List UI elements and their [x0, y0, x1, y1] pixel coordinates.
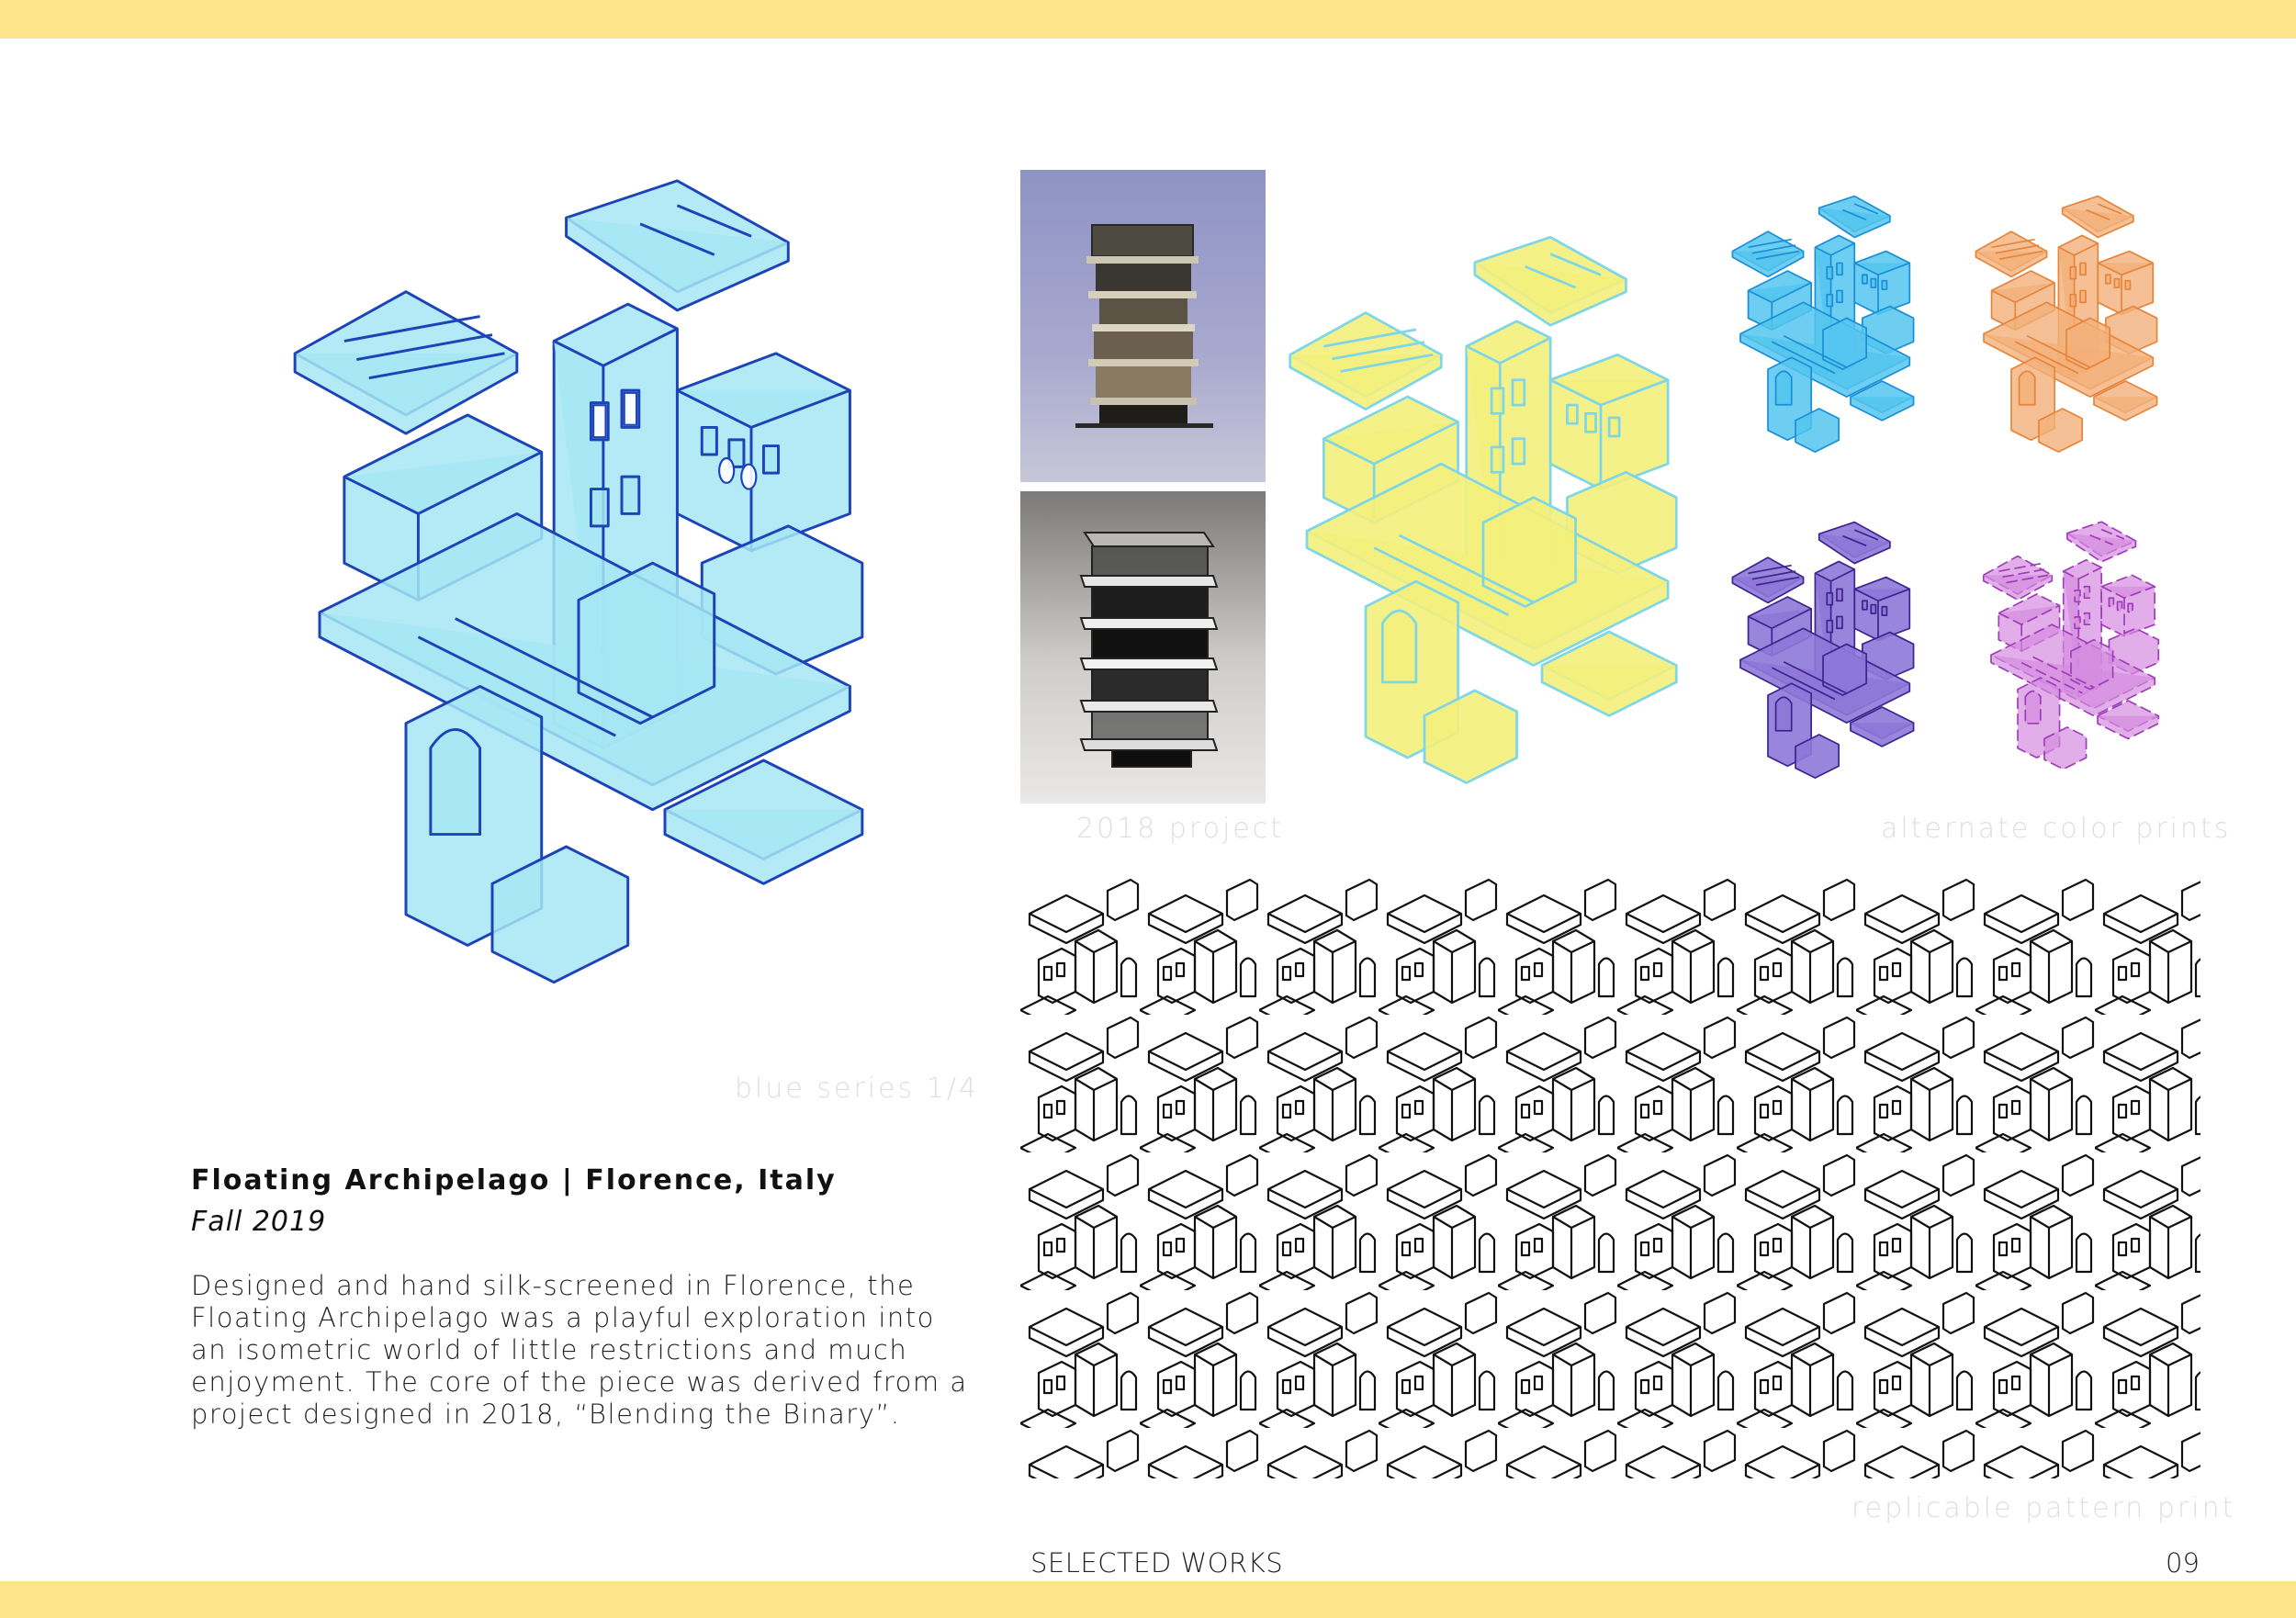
photo-2018-model-render: [1020, 170, 1266, 482]
project-date: Fall 2019: [191, 1206, 327, 1238]
yellow-cyan-print: [1267, 220, 1699, 808]
caption-blue-series: blue series 1/4: [735, 1073, 980, 1105]
photo-2018-model-physical: [1020, 491, 1266, 803]
footer-section-label: SELECTED WORKS: [1030, 1547, 1284, 1579]
caption-alternate-prints: alternate color prints: [1881, 813, 2232, 845]
bottom-color-band: [0, 1581, 2296, 1618]
project-title: Floating Archipelago | Florence, Italy: [191, 1164, 837, 1197]
print-magenta: [1956, 514, 2186, 781]
project-description: Designed and hand silk-screened in Florence, the Floating Archipelago was a playful exploration into an isometric world of little restrictions and much enjoyment. The core of the piece was derived from a project designed in 2018, “Blending the Binary”.: [191, 1270, 968, 1430]
top-color-band: [0, 0, 2296, 39]
print-purple: [1708, 514, 1938, 790]
blue-isometric-illustration: [220, 156, 937, 1019]
caption-pattern-print: replicable pattern print: [1851, 1492, 2236, 1524]
print-orange: [1952, 188, 2181, 464]
replicable-pattern-print: [1020, 877, 2200, 1478]
print-cyan-blue: [1708, 188, 1938, 464]
page-number: 09: [2166, 1547, 2200, 1579]
caption-2018-project: 2018 project: [1076, 813, 1285, 845]
